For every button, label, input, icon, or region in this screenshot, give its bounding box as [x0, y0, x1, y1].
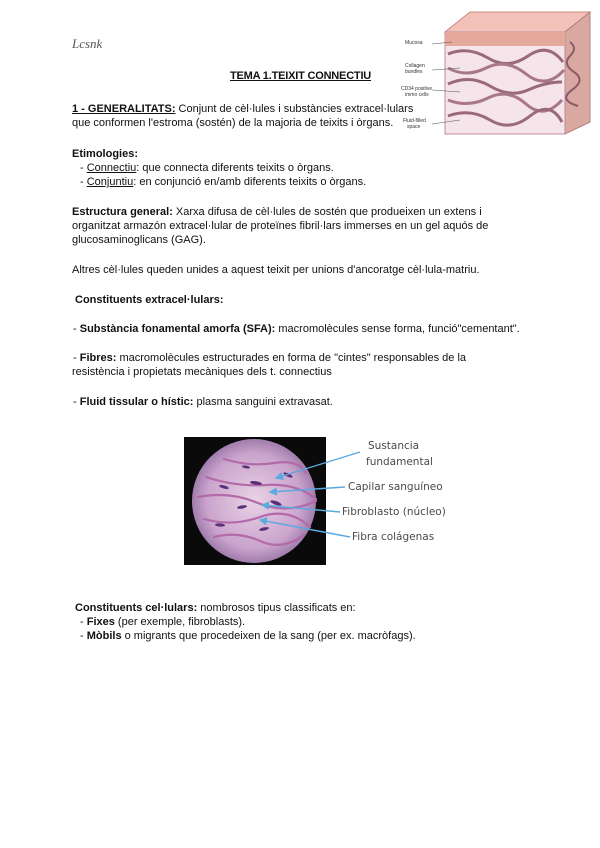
- fixes-item: - Fixes (per exemple, fibroblasts).: [80, 616, 246, 628]
- micro-label-sustancia: Sustancia: [368, 440, 420, 452]
- generalitats-heading: 1 - GENERALITATS:: [72, 103, 176, 115]
- estructura-line3: glucosaminoglicans (GAG).: [72, 234, 206, 246]
- cellulars-line: [75, 601, 356, 615]
- mobils-item: - Mòbils o migrants que procedeixen de la sang (per ex. macròfags).: [80, 630, 416, 642]
- page-title: TEMA 1.TEIXIT CONNECTIU: [230, 70, 372, 82]
- cellulars-intro: nombrosos tipus classificats en:: [197, 602, 356, 614]
- fixes-label: Fixes: [86, 616, 115, 628]
- fibres-text: macromolècules estructurades en forma de "cintes" responsables de la: [116, 352, 467, 364]
- diagram-label-collagen: Collagen: [405, 63, 425, 69]
- micro-label-capilar: Capilar sanguíneo: [348, 481, 443, 493]
- etimologia-item-connectiu: - Connectiu: que connecta diferents teixits o òrgans.: [80, 162, 334, 174]
- etimologia-term: Connectiu: [86, 162, 137, 174]
- diagram-label-fluid: Fluid-filled: [403, 118, 426, 124]
- fixes-text: (per exemple, fibroblasts).: [114, 616, 246, 628]
- sfa-label: Substància fonamental amorfa (SFA):: [79, 323, 276, 335]
- etimologies-heading: Etimologies:: [72, 148, 139, 160]
- diagram-label-mucosa: Mucosa: [405, 40, 423, 46]
- diagram-label-bundles: bundles: [405, 69, 423, 75]
- sfa-text: macromolècules sense forma, funció"cementant".: [275, 323, 520, 335]
- estructura-heading: Estructura general:: [72, 206, 173, 218]
- micro-label-fibra: Fibra colágenas: [352, 531, 435, 543]
- mobils-label: Mòbils: [86, 630, 122, 642]
- logo-text: Lcsnk: [72, 36, 103, 51]
- fluid-label: Fluid tissular o hístic:: [79, 396, 194, 408]
- altres-paragraph: Altres cèl·lules queden unides a aquest teixit per unions d'ancoratge cèl·lula-matriu.: [72, 264, 480, 276]
- extracel-heading: Constituents extracel·lulars:: [75, 294, 224, 306]
- diagram-label-space: space: [407, 124, 421, 130]
- fibres-item: - Fibres: macromolècules estructurades en forma de "cintes" responsables de la: [73, 352, 467, 364]
- estructura-line2: organitzat armazón extracel·lular de proteïnes fibril·lars immerses en un gel aquós de: [72, 220, 489, 232]
- fluid-text: plasma sanguini extravasat.: [193, 396, 333, 408]
- estructura-text: Xarxa difusa de cèl·lules de sostén que produeixen un extens i: [172, 206, 482, 218]
- diagram-label-cd34: CD34 positive: [401, 86, 433, 92]
- sfa-item: - Substància fonamental amorfa (SFA): macromolècules sense forma, funció"cementant".: [73, 323, 520, 335]
- etimologia-term: Conjuntiu: [86, 176, 134, 188]
- cellulars-heading: Constituents cel·lulars:: [75, 602, 198, 614]
- etimologia-item-conjuntiu: - Conjuntiu: en conjunció en/amb diferents teixits o òrgans.: [80, 176, 367, 188]
- etimologia-definition: : que connecta diferents teixits o òrgans.: [136, 162, 334, 174]
- fibres-label: Fibres:: [79, 352, 117, 364]
- generalitats-text1: Conjunt de cèl·lules i substàncies extracel·lulars: [175, 103, 414, 115]
- micro-label-fibroblasto: Fibroblasto (núcleo): [342, 506, 446, 518]
- diagram-label-immo-cells: immo cells: [405, 92, 429, 98]
- fluid-item: - Fluid tissular o hístic: plasma sanguini extravasat.: [73, 396, 333, 408]
- mobils-text: o migrants que procedeixen de la sang (per ex. macròfags).: [121, 630, 416, 642]
- micro-label-fundamental: fundamental: [366, 456, 433, 468]
- etimologia-definition: : en conjunció en/amb diferents teixits o òrgans.: [133, 176, 367, 188]
- generalitats-line2: que conformen l'estroma (sostén) de la majoria de teixits i òrgans.: [72, 117, 394, 129]
- fibres-line2: resistència i propietats mecàniques dels t. connectius: [72, 366, 332, 378]
